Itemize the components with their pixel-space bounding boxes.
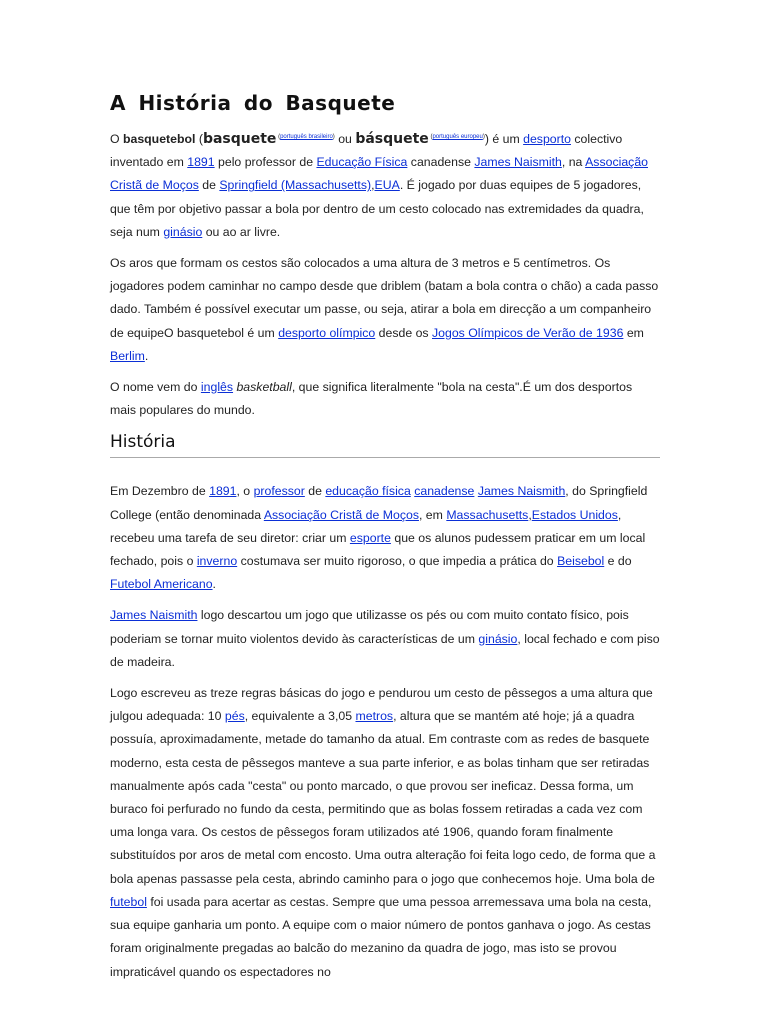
text: Os aros que formam os cestos são colocados a uma altura de 3 metros e 5 centímetros. Os jogadores podem caminhar no campo desde que driblem (batam a bola contra o chão) a cada passo dado. Também é possível executar um passe, ou seja, atirar a bola em direcção a um companheiro de equipeO basquetebol é um (110, 256, 659, 340)
pronunciation-note: (português europeu) (428, 134, 485, 140)
link-massachusetts[interactable]: Massachusetts (446, 507, 529, 522)
link-1891[interactable]: 1891 (187, 155, 215, 170)
link-ginasio[interactable]: ginásio (478, 631, 518, 646)
term-basquete: basquete (202, 131, 277, 147)
text: Logo escreveu as treze regras básicas do jogo e pendurou um cesto de pêssegos a uma altura que julgou adequada: 10 (110, 686, 653, 724)
link-james-naismith[interactable]: James Naismith (474, 155, 562, 170)
link-esporte[interactable]: esporte (349, 530, 391, 545)
link-eua[interactable]: EUA (374, 178, 400, 193)
document-page (110, 90, 660, 992)
link-associacao-crista[interactable]: Associação Cristã de Moços (110, 155, 648, 193)
text: , que significa literalmente "bola na cesta".É um dos desportos mais populares do mundo. (110, 380, 633, 418)
text: ( (195, 132, 203, 146)
text: , equivalente a 3,05 (244, 709, 356, 724)
page-title: A História do Basquete (110, 91, 396, 115)
text: e do (604, 554, 632, 569)
text: costumava ser muito rigoroso, o que impedia a prática do (237, 554, 558, 569)
paragraph-nome (110, 376, 660, 422)
link-portugues-europeu[interactable]: português europeu (432, 134, 483, 140)
text: O nome vem do (110, 380, 201, 395)
text: , do Springfield College (então denominada (110, 484, 648, 522)
text: desde os (375, 325, 432, 340)
text: de (198, 178, 220, 193)
link-estados-unidos[interactable]: Estados Unidos (531, 507, 618, 522)
text: ) é um (484, 132, 524, 146)
link-james-naismith[interactable]: James Naismith (110, 608, 198, 623)
paragraph-historia-2 (110, 604, 660, 674)
text: de (304, 484, 326, 499)
paragraph-historia-3 (110, 682, 660, 984)
text: que os alunos pudessem praticar em um local fechado, pois o (110, 530, 646, 569)
link-professor[interactable]: professor (253, 484, 305, 499)
text: . (144, 348, 149, 363)
text: ou (334, 132, 356, 146)
link-james-naismith[interactable]: James Naismith (477, 484, 566, 499)
text: , na (561, 155, 586, 170)
text: . (212, 577, 216, 592)
text: , recebeu uma tarefa de seu diretor: criar um (110, 507, 622, 545)
link-desporto[interactable]: desporto (523, 132, 571, 146)
text: colectivo inventado em (110, 132, 623, 170)
text: , em (418, 507, 447, 522)
text: O (110, 132, 123, 146)
text: foi usada para acertar as cestas. Sempre que uma pessoa arremessava uma bola na cesta, sua equipe ganharia um ponto. A equipe com o maior número de pontos ganhava o jogo. As cestas foram originalmente pregadas ao balcão do mezanino da quadra de jogo, mas isto se provou impraticável quando os espectadores no (110, 894, 652, 979)
term-basquetebol: basquetebol (122, 132, 196, 146)
text: , o (236, 484, 254, 499)
text: canadense (407, 155, 475, 170)
link-jogos-olimpicos-1936[interactable]: Jogos Olímpicos de Verão de 1936 (432, 325, 624, 340)
link-associacao-crista[interactable]: Associação Cristã de Moços (263, 507, 419, 522)
text: logo descartou um jogo que utilizasse os pés ou com muito contato físico, pois poderiam se tornar muito violentos devido às características de um (110, 608, 629, 646)
text: pelo professor de (214, 155, 317, 170)
text: Em Dezembro de (110, 484, 210, 499)
link-beisebol[interactable]: Beisebol (557, 554, 605, 569)
link-metros[interactable]: metros (355, 709, 394, 724)
term-basketball: basketball (236, 380, 292, 395)
link-berlim[interactable]: Berlim (110, 348, 145, 363)
link-ginasio[interactable]: ginásio (163, 224, 203, 239)
link-1891[interactable]: 1891 (209, 484, 237, 499)
link-educacao-fisica[interactable]: Educação Física (316, 155, 408, 170)
link-educacao-fisica[interactable]: educação física (325, 484, 411, 499)
pronunciation-note: (português brasileiro) (276, 134, 335, 140)
text: , (528, 507, 532, 522)
term-basquete-pt: básquete (355, 131, 429, 147)
link-futebol[interactable]: futebol (110, 894, 147, 909)
text: , local fechado e com piso de madeira. (110, 631, 660, 669)
link-desporto-olimpico[interactable]: desporto olímpico (278, 325, 376, 340)
link-pes[interactable]: pés (224, 709, 245, 724)
intro-paragraph (110, 126, 660, 244)
link-springfield[interactable]: Springfield (Massachusetts) (219, 178, 372, 193)
text: , (371, 178, 375, 193)
paragraph-aros (110, 252, 660, 368)
text: ou ao ar livre. (202, 224, 281, 239)
link-ingles[interactable]: inglês (200, 380, 234, 395)
link-inverno[interactable]: inverno (196, 554, 238, 569)
text: . É jogado por duas equipes de 5 jogadores, que têm por objetivo passar a bola por dentro de um cesto colocado nas extremidades da quadra, seja num (110, 178, 644, 239)
text: , altura que se mantém até hoje; já a quadra possuía, aproximadamente, metade do tamanho da atual. Em contraste com as redes de basquete moderno, esta cesta de pêssegos manteve a sua parte inferior, e as bolas tinham que ser retiradas manualmente após cada "cesta" ou ponto marcado, o que provou ser ineficaz. Dessa forma, um buraco foi perfurado no fundo da cesta, permitindo que as bolas fossem retiradas a cada vez com uma longa vara. Os cestos de pêssegos foram utilizados até 1906, quando foram finalmente substituídos por aros de metal com encosto. Uma outra alteração foi feita logo cedo, de forma que a bola apenas passasse pela cesta, abrindo caminho para o jogo que conhecemos hoje. Uma bola de (110, 709, 656, 886)
link-futebol-americano[interactable]: Futebol Americano (110, 577, 213, 592)
paragraph-historia-1 (110, 480, 660, 596)
link-canadense[interactable]: canadense (414, 484, 475, 499)
text: em (623, 325, 644, 340)
link-portugues-brasileiro[interactable]: português brasileiro (280, 134, 333, 140)
section-heading-historia: História (110, 430, 660, 458)
